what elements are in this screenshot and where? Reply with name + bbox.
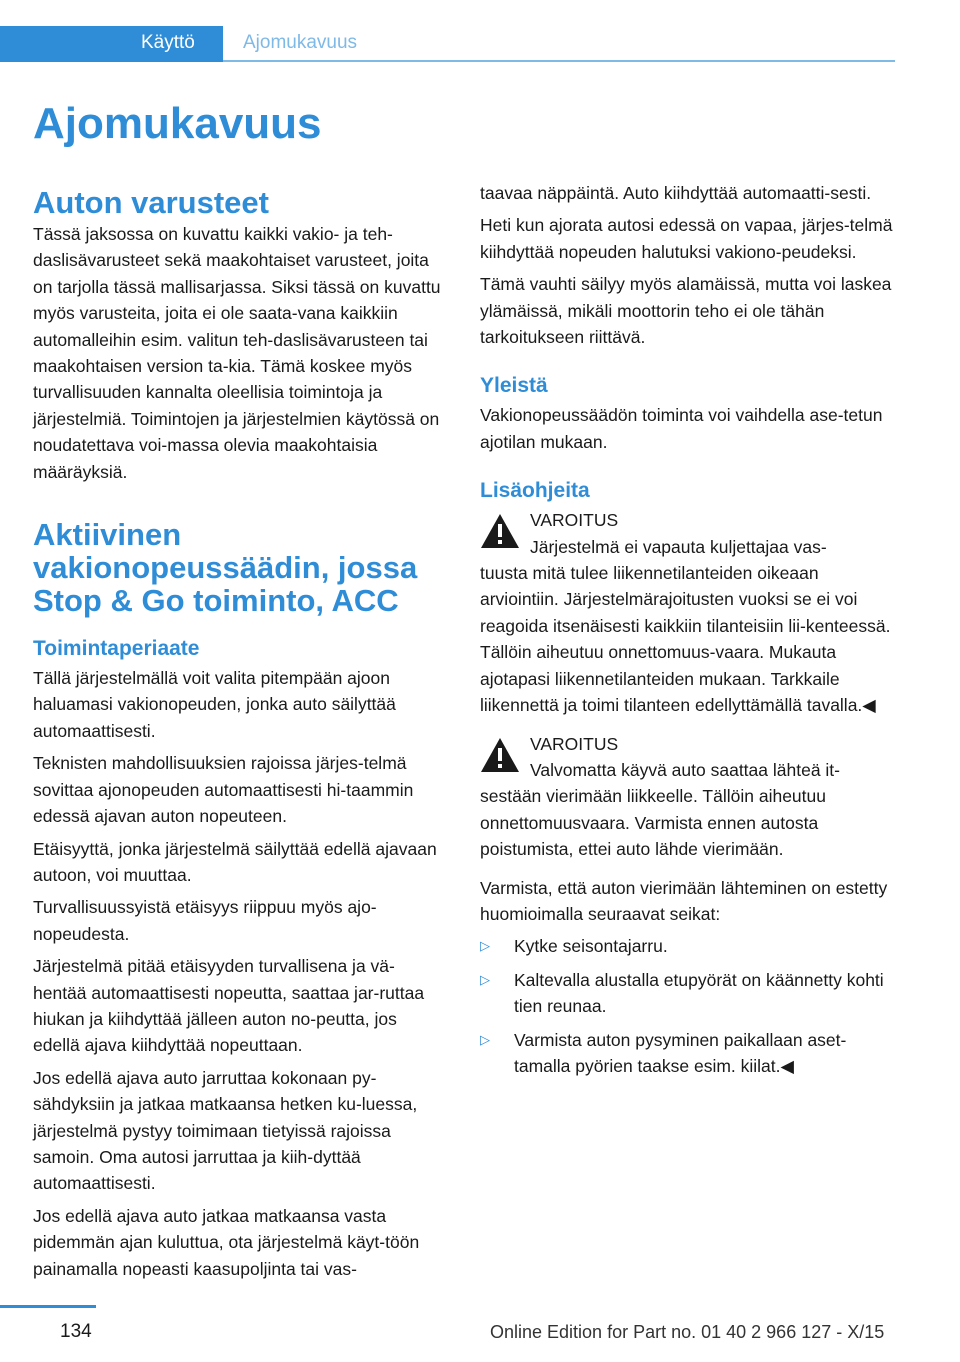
warning-triangle-icon — [480, 737, 520, 773]
paragraph: Etäisyyttä, jonka järjestelmä säilyttää edellä ajavaan autoon, voi muuttaa. — [33, 838, 437, 885]
list-item-text: Kaltevalla alustalla etupyörät on käännetty kohti tien reunaa. — [514, 969, 884, 1017]
heading-general: Yleistä — [480, 374, 548, 398]
paragraph: Jos edellä ajava auto jatkaa matkaansa vasta pidemmän ajan kuluttua, ota järjestelmä käyt-töön painamalla nopeasti kaasupoljinta tai vas- — [33, 1205, 420, 1279]
paragraph: Tämä vauhti säilyy myös alamäissä, mutta voi laskea ylämäissä, mikäli moottorin teho ei ole tähän tarkoitukseen riittävä. — [480, 274, 892, 348]
edition-note: Online Edition for Part no. 01 40 2 966 127 - X/15 — [490, 1322, 885, 1342]
paragraph: Järjestelmä pitää etäisyyden turvallisena ja vä-hentää automaattisesti nopeutta, saattaa jar-ruttaa hiukan ja kiihdyttää jälleen auton no-peutta, jos edellä ajava kiihdyttää nopeuttaan. — [33, 956, 425, 1056]
paragraph: Heti kun ajorata autosi edessä on vapaa, järjes-telmä kiihdyttää nopeuden halutuksi vakiono-peudeksi. — [480, 215, 893, 262]
right-column — [480, 180, 894, 1086]
paragraph-general: Vakionopeussäädön toiminta voi vaihdella ase-tetun ajotilan mukaan. — [480, 405, 883, 452]
left-column — [33, 186, 447, 1288]
paragraph-ensure: Varmista, että auton vierimään lähteminen on estetty huomioimalla seuraavat seikat: — [480, 877, 888, 924]
bullet-triangle-icon: ▷ — [480, 1031, 490, 1047]
paragraph: Tällä järjestelmällä voit valita pitempään ajoon haluamasi vakionopeuden, jonka auto säilyttää automaattisesti. — [33, 668, 396, 741]
footer-divider — [0, 1305, 96, 1308]
warning-title: VAROITUS — [530, 510, 619, 531]
heading-additional: Lisäohjeita — [480, 479, 590, 503]
list-item — [480, 967, 894, 1020]
list-item — [480, 1027, 894, 1080]
list-item — [480, 933, 894, 959]
list-item-text: Varmista auton pysyminen paikallaan aset-tamalla pyörien taakse esim. kiilat.◀ — [514, 1029, 847, 1076]
paragraph-equipment: Tässä jaksossa on kuvattu kaikki vakio- ja teh-daslisävarusteet sekä maakohtaiset varusteet, joita on tarjolla tässä mallisarjassa. Siksi tässä on kuvattu myös varusteita, joita ei ole saata-vana kaikkiin automalleihin esim. valitun teh-daslisävarusteen tai maakohtaisen version ta-kia. Tämä koskee myös turvallisuuden kannalta oleellisia toimintoja ja järjestelmiä. Toimintojen ja järjestelmien käytössä on noudatettava voi-massa olevia maakohtaisia määräyksiä. — [33, 224, 441, 482]
heading-acc: Aktiivinen vakionopeussäädin, jossa Stop & Go toiminto, ACC — [33, 517, 418, 619]
header-section-label: Käyttö — [141, 32, 195, 53]
list-item-text: Kytke seisontajarru. — [514, 936, 668, 957]
heading-equipment: Auton varusteet — [33, 185, 269, 220]
warning-block — [480, 507, 894, 718]
paragraph: Teknisten mahdollisuuksien rajoissa järjes-telmä sovittaa ajonopeuden automaattisesti hi-taammin edessä ajavan auton nopeuteen. — [33, 753, 414, 827]
bullet-triangle-icon: ▷ — [480, 971, 490, 987]
warning-text: sestään vierimään liikkeelle. Tällöin aiheutuu onnettomuusvaara. Varmista ennen autosta poistumista, ettei auto lähde vierimään. — [480, 786, 826, 860]
page-number: 134 — [60, 1321, 92, 1342]
header-subsection-label: Ajomukavuus — [243, 32, 358, 53]
bullet-triangle-icon: ▷ — [480, 938, 490, 954]
paragraph: Jos edellä ajava auto jarruttaa kokonaan py-sähdyksiin ja jatkaa matkaansa hetken ku-luessa, järjestelmä pystyy toimimaan tietyissä rajoissa samoin. Oma autosi jarruttaa ja kiih-dyttää automaattisesti. — [33, 1067, 418, 1194]
warning-block — [480, 731, 894, 863]
heading-principle: Toimintaperiaate — [33, 637, 200, 661]
paragraph: Turvallisuussyistä etäisyys riippuu myös ajo-nopeudesta. — [33, 897, 377, 944]
warning-text-first-line: Valvomatta käyvä auto saattaa lähteä it- — [530, 759, 840, 780]
warning-text: tuusta mitä tulee liikennetilanteiden oikeaan arviointiin. Järjestelmärajoitusten vuoksi se ei voi reagoida itsenäisesti kaikkiin tilanteisiin lii-kenteessä. Tällöin aiheutuu onnettomuus-vaara. Mukauta ajotapasi liikennetilanteiden mukaan. Tarkkaile liikennettä ja toimi tilanteen edellyttämällä tavalla.◀ — [480, 563, 891, 716]
warning-triangle-icon — [480, 513, 520, 549]
warning-title: VAROITUS — [530, 733, 619, 754]
bullet-list — [480, 933, 894, 1079]
page-title: Ajomukavuus — [33, 99, 322, 148]
header-divider — [223, 60, 895, 62]
warning-text-first-line: Järjestelmä ei vapauta kuljettajaa vas- — [530, 536, 827, 557]
paragraph: taavaa näppäintä. Auto kiihdyttää automaatti-sesti. — [480, 183, 872, 203]
